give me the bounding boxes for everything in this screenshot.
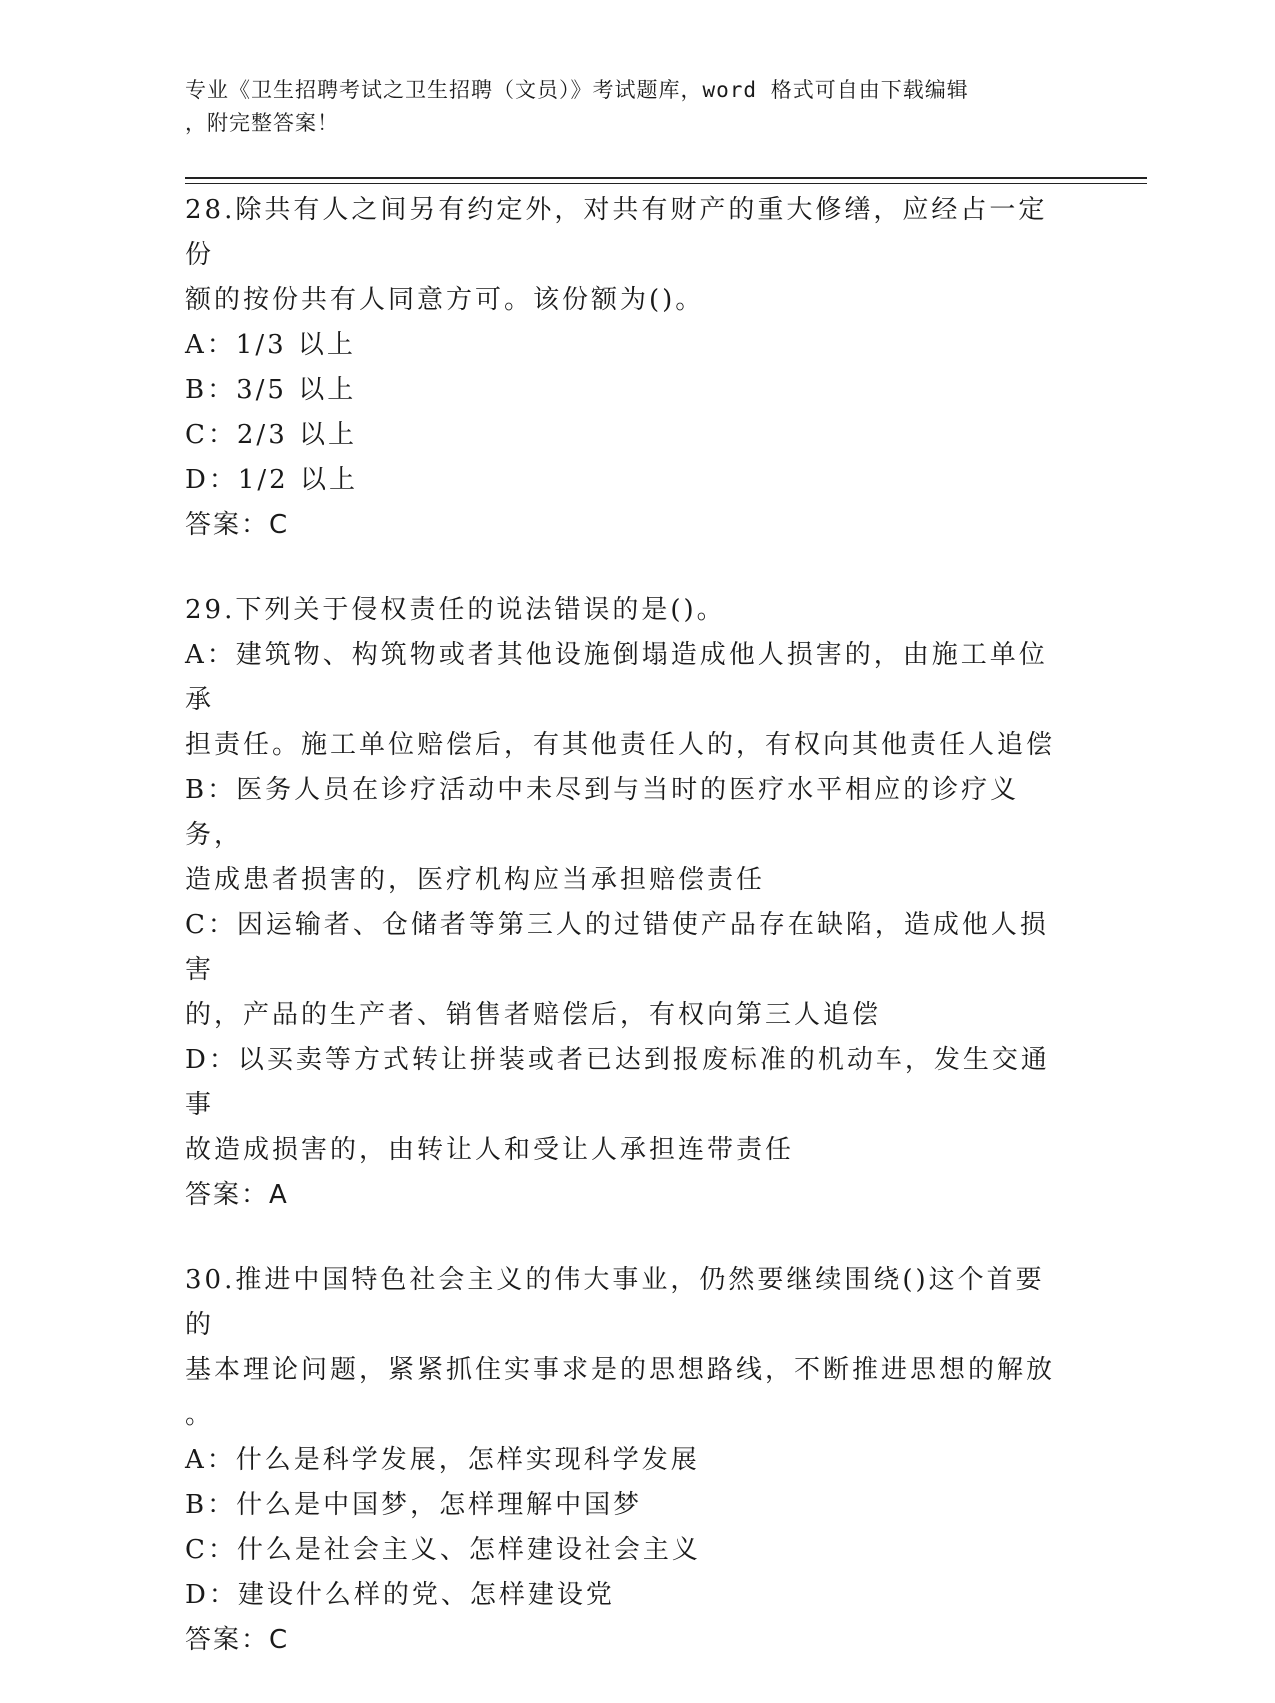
question-stem-line: 。: [185, 1400, 215, 1430]
answer-option-line: A：1/3 以上: [185, 330, 356, 360]
answer-option-line: 造成患者损害的，医疗机构应当承担赔偿责任: [185, 865, 766, 895]
question-block: [185, 188, 1065, 548]
answer-option-line: 的，产品的生产者、销售者赔偿后，有权向第三人追偿: [185, 1000, 882, 1030]
answer-option-line: B：3/5 以上: [185, 375, 357, 405]
answer-key: 答案：A: [185, 1180, 289, 1210]
question-stem-line: 30.推进中国特色社会主义的伟大事业，仍然要继续围绕()这个首要的: [185, 1265, 1045, 1340]
question-list: [185, 188, 1065, 1703]
answer-option-line: A：什么是科学发展，怎样实现科学发展: [185, 1445, 700, 1475]
question-block: [185, 1258, 1065, 1663]
header-divider-thick: [185, 177, 1147, 179]
answer-option-line: C：2/3 以上: [185, 420, 358, 450]
header-divider-thin: [185, 183, 1147, 184]
question-block: [185, 588, 1065, 1218]
answer-key: 答案：C: [185, 1625, 290, 1655]
question-stem-line: 基本理论问题，紧紧抓住实事求是的思想路线，不断推进思想的解放: [185, 1355, 1056, 1385]
answer-option-line: A：建筑物、构筑物或者其他设施倒塌造成他人损害的，由施工单位承: [185, 640, 1048, 715]
answer-option-line: B：医务人员在诊疗活动中未尽到与当时的医疗水平相应的诊疗义务，: [185, 775, 1020, 850]
answer-option-line: B：什么是中国梦，怎样理解中国梦: [185, 1490, 643, 1520]
answer-option-line: C：因运输者、仓储者等第三人的过错使产品存在缺陷，造成他人损害: [185, 910, 1049, 985]
header-line-2: ，附完整答案！: [185, 111, 339, 135]
answer-key: 答案：C: [185, 510, 290, 540]
question-stem-line: 额的按份共有人同意方可。该份额为()。: [185, 285, 705, 315]
answer-option-line: D：1/2 以上: [185, 465, 358, 495]
answer-option-line: 担责任。施工单位赔偿后，有其他责任人的，有权向其他责任人追偿: [185, 730, 1056, 760]
answer-option-line: C：什么是社会主义、怎样建设社会主义: [185, 1535, 701, 1565]
question-stem-line: 29.下列关于侵权责任的说法错误的是()。: [185, 595, 726, 625]
question-stem-line: 28.除共有人之间另有约定外，对共有财产的重大修缮，应经占一定份: [185, 195, 1048, 270]
answer-option-line: D：建设什么样的党、怎样建设党: [185, 1580, 615, 1610]
header-line-1: 专业《卫生招聘考试之卫生招聘（文员）》考试题库，word 格式可自由下载编辑: [185, 78, 969, 102]
answer-option-line: D：以买卖等方式转让拼装或者已达到报废标准的机动车，发生交通事: [185, 1045, 1050, 1120]
answer-option-line: 故造成损害的，由转让人和受让人承担连带责任: [185, 1135, 795, 1165]
document-header: [185, 74, 1085, 140]
